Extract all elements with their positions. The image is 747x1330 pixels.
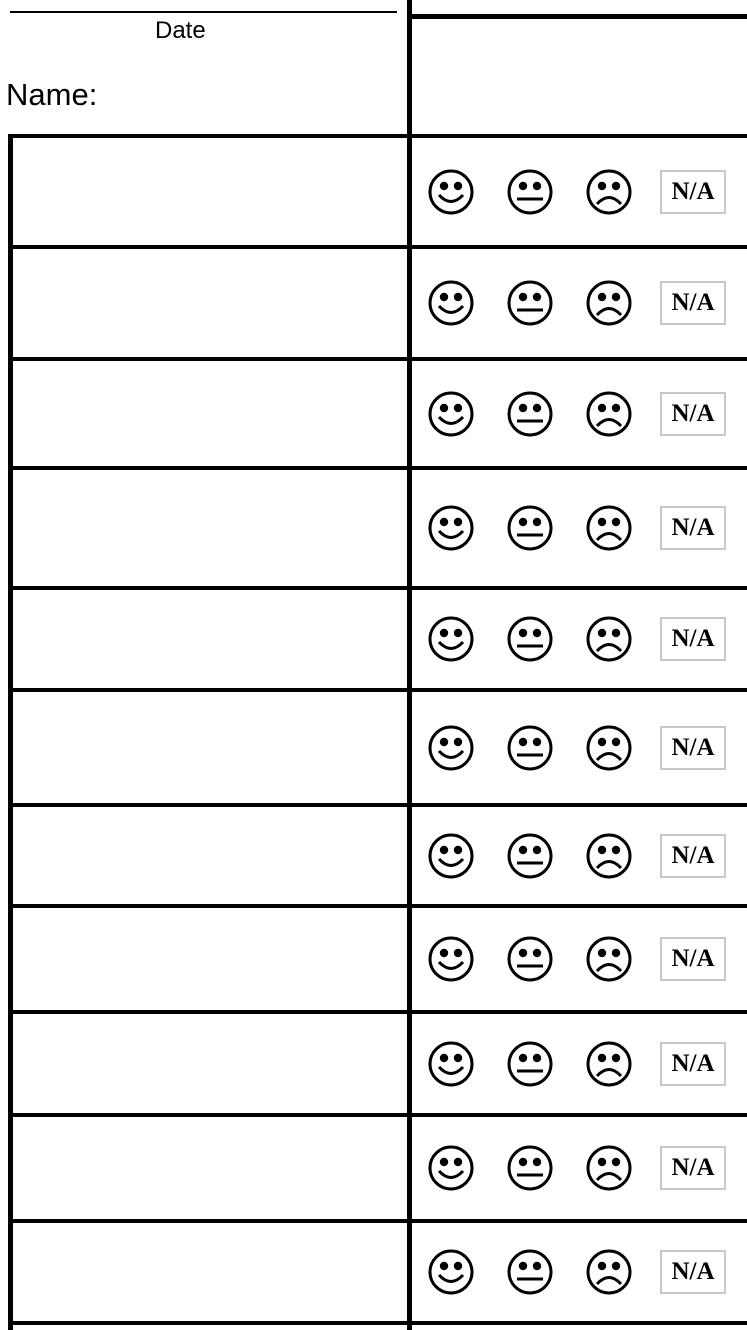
smiley-happy-icon[interactable] xyxy=(426,278,476,328)
rating-options xyxy=(426,503,726,553)
row-divider xyxy=(8,245,747,249)
smiley-sad-icon[interactable] xyxy=(584,1039,634,1089)
smiley-happy-icon[interactable] xyxy=(426,723,476,773)
smiley-sad-icon[interactable] xyxy=(584,723,634,773)
row-divider xyxy=(8,134,747,138)
smiley-happy-icon[interactable] xyxy=(426,831,476,881)
smiley-happy-icon[interactable] xyxy=(426,167,476,217)
rating-options xyxy=(426,1143,726,1193)
na-option[interactable]: N/A xyxy=(660,937,726,981)
na-option[interactable]: N/A xyxy=(660,1042,726,1086)
header-top-border xyxy=(407,14,747,19)
smiley-neutral-icon[interactable] xyxy=(505,1039,555,1089)
name-label: Name: xyxy=(6,77,98,112)
rating-options xyxy=(426,278,726,328)
date-line xyxy=(10,11,397,13)
row-divider xyxy=(8,904,747,908)
smiley-sad-icon[interactable] xyxy=(584,831,634,881)
smiley-neutral-icon[interactable] xyxy=(505,831,555,881)
center-divider xyxy=(407,0,412,1330)
smiley-sad-icon[interactable] xyxy=(584,614,634,664)
smiley-happy-icon[interactable] xyxy=(426,503,476,553)
smiley-neutral-icon[interactable] xyxy=(505,1247,555,1297)
smiley-sad-icon[interactable] xyxy=(584,934,634,984)
na-option[interactable]: N/A xyxy=(660,1146,726,1190)
na-option[interactable]: N/A xyxy=(660,506,726,550)
smiley-neutral-icon[interactable] xyxy=(505,503,555,553)
row-divider xyxy=(8,1113,747,1117)
smiley-sad-icon[interactable] xyxy=(584,278,634,328)
smiley-sad-icon[interactable] xyxy=(584,1247,634,1297)
na-option[interactable]: N/A xyxy=(660,170,726,214)
smiley-neutral-icon[interactable] xyxy=(505,278,555,328)
smiley-happy-icon[interactable] xyxy=(426,614,476,664)
smiley-neutral-icon[interactable] xyxy=(505,389,555,439)
row-divider xyxy=(8,357,747,361)
rating-options xyxy=(426,1039,726,1089)
smiley-neutral-icon[interactable] xyxy=(505,1143,555,1193)
rating-options xyxy=(426,934,726,984)
smiley-sad-icon[interactable] xyxy=(584,503,634,553)
date-label: Date xyxy=(155,17,206,44)
rating-options xyxy=(426,831,726,881)
row-divider xyxy=(8,688,747,692)
smiley-happy-icon[interactable] xyxy=(426,1039,476,1089)
na-option[interactable]: N/A xyxy=(660,834,726,878)
smiley-neutral-icon[interactable] xyxy=(505,614,555,664)
na-option[interactable]: N/A xyxy=(660,392,726,436)
rating-options xyxy=(426,1247,726,1297)
smiley-happy-icon[interactable] xyxy=(426,1143,476,1193)
na-option[interactable]: N/A xyxy=(660,726,726,770)
table-bottom-border xyxy=(8,1321,747,1325)
row-divider xyxy=(8,466,747,470)
smiley-happy-icon[interactable] xyxy=(426,934,476,984)
row-divider xyxy=(8,1219,747,1223)
rating-options xyxy=(426,167,726,217)
smiley-neutral-icon[interactable] xyxy=(505,167,555,217)
left-border xyxy=(8,134,13,1330)
rating-options xyxy=(426,723,726,773)
rating-options xyxy=(426,614,726,664)
smiley-neutral-icon[interactable] xyxy=(505,934,555,984)
rating-options xyxy=(426,389,726,439)
smiley-neutral-icon[interactable] xyxy=(505,723,555,773)
row-divider xyxy=(8,803,747,807)
smiley-happy-icon[interactable] xyxy=(426,389,476,439)
smiley-happy-icon[interactable] xyxy=(426,1247,476,1297)
na-option[interactable]: N/A xyxy=(660,1250,726,1294)
row-divider xyxy=(8,586,747,590)
smiley-sad-icon[interactable] xyxy=(584,167,634,217)
smiley-sad-icon[interactable] xyxy=(584,1143,634,1193)
na-option[interactable]: N/A xyxy=(660,617,726,661)
row-divider xyxy=(8,1010,747,1014)
smiley-sad-icon[interactable] xyxy=(584,389,634,439)
na-option[interactable]: N/A xyxy=(660,281,726,325)
